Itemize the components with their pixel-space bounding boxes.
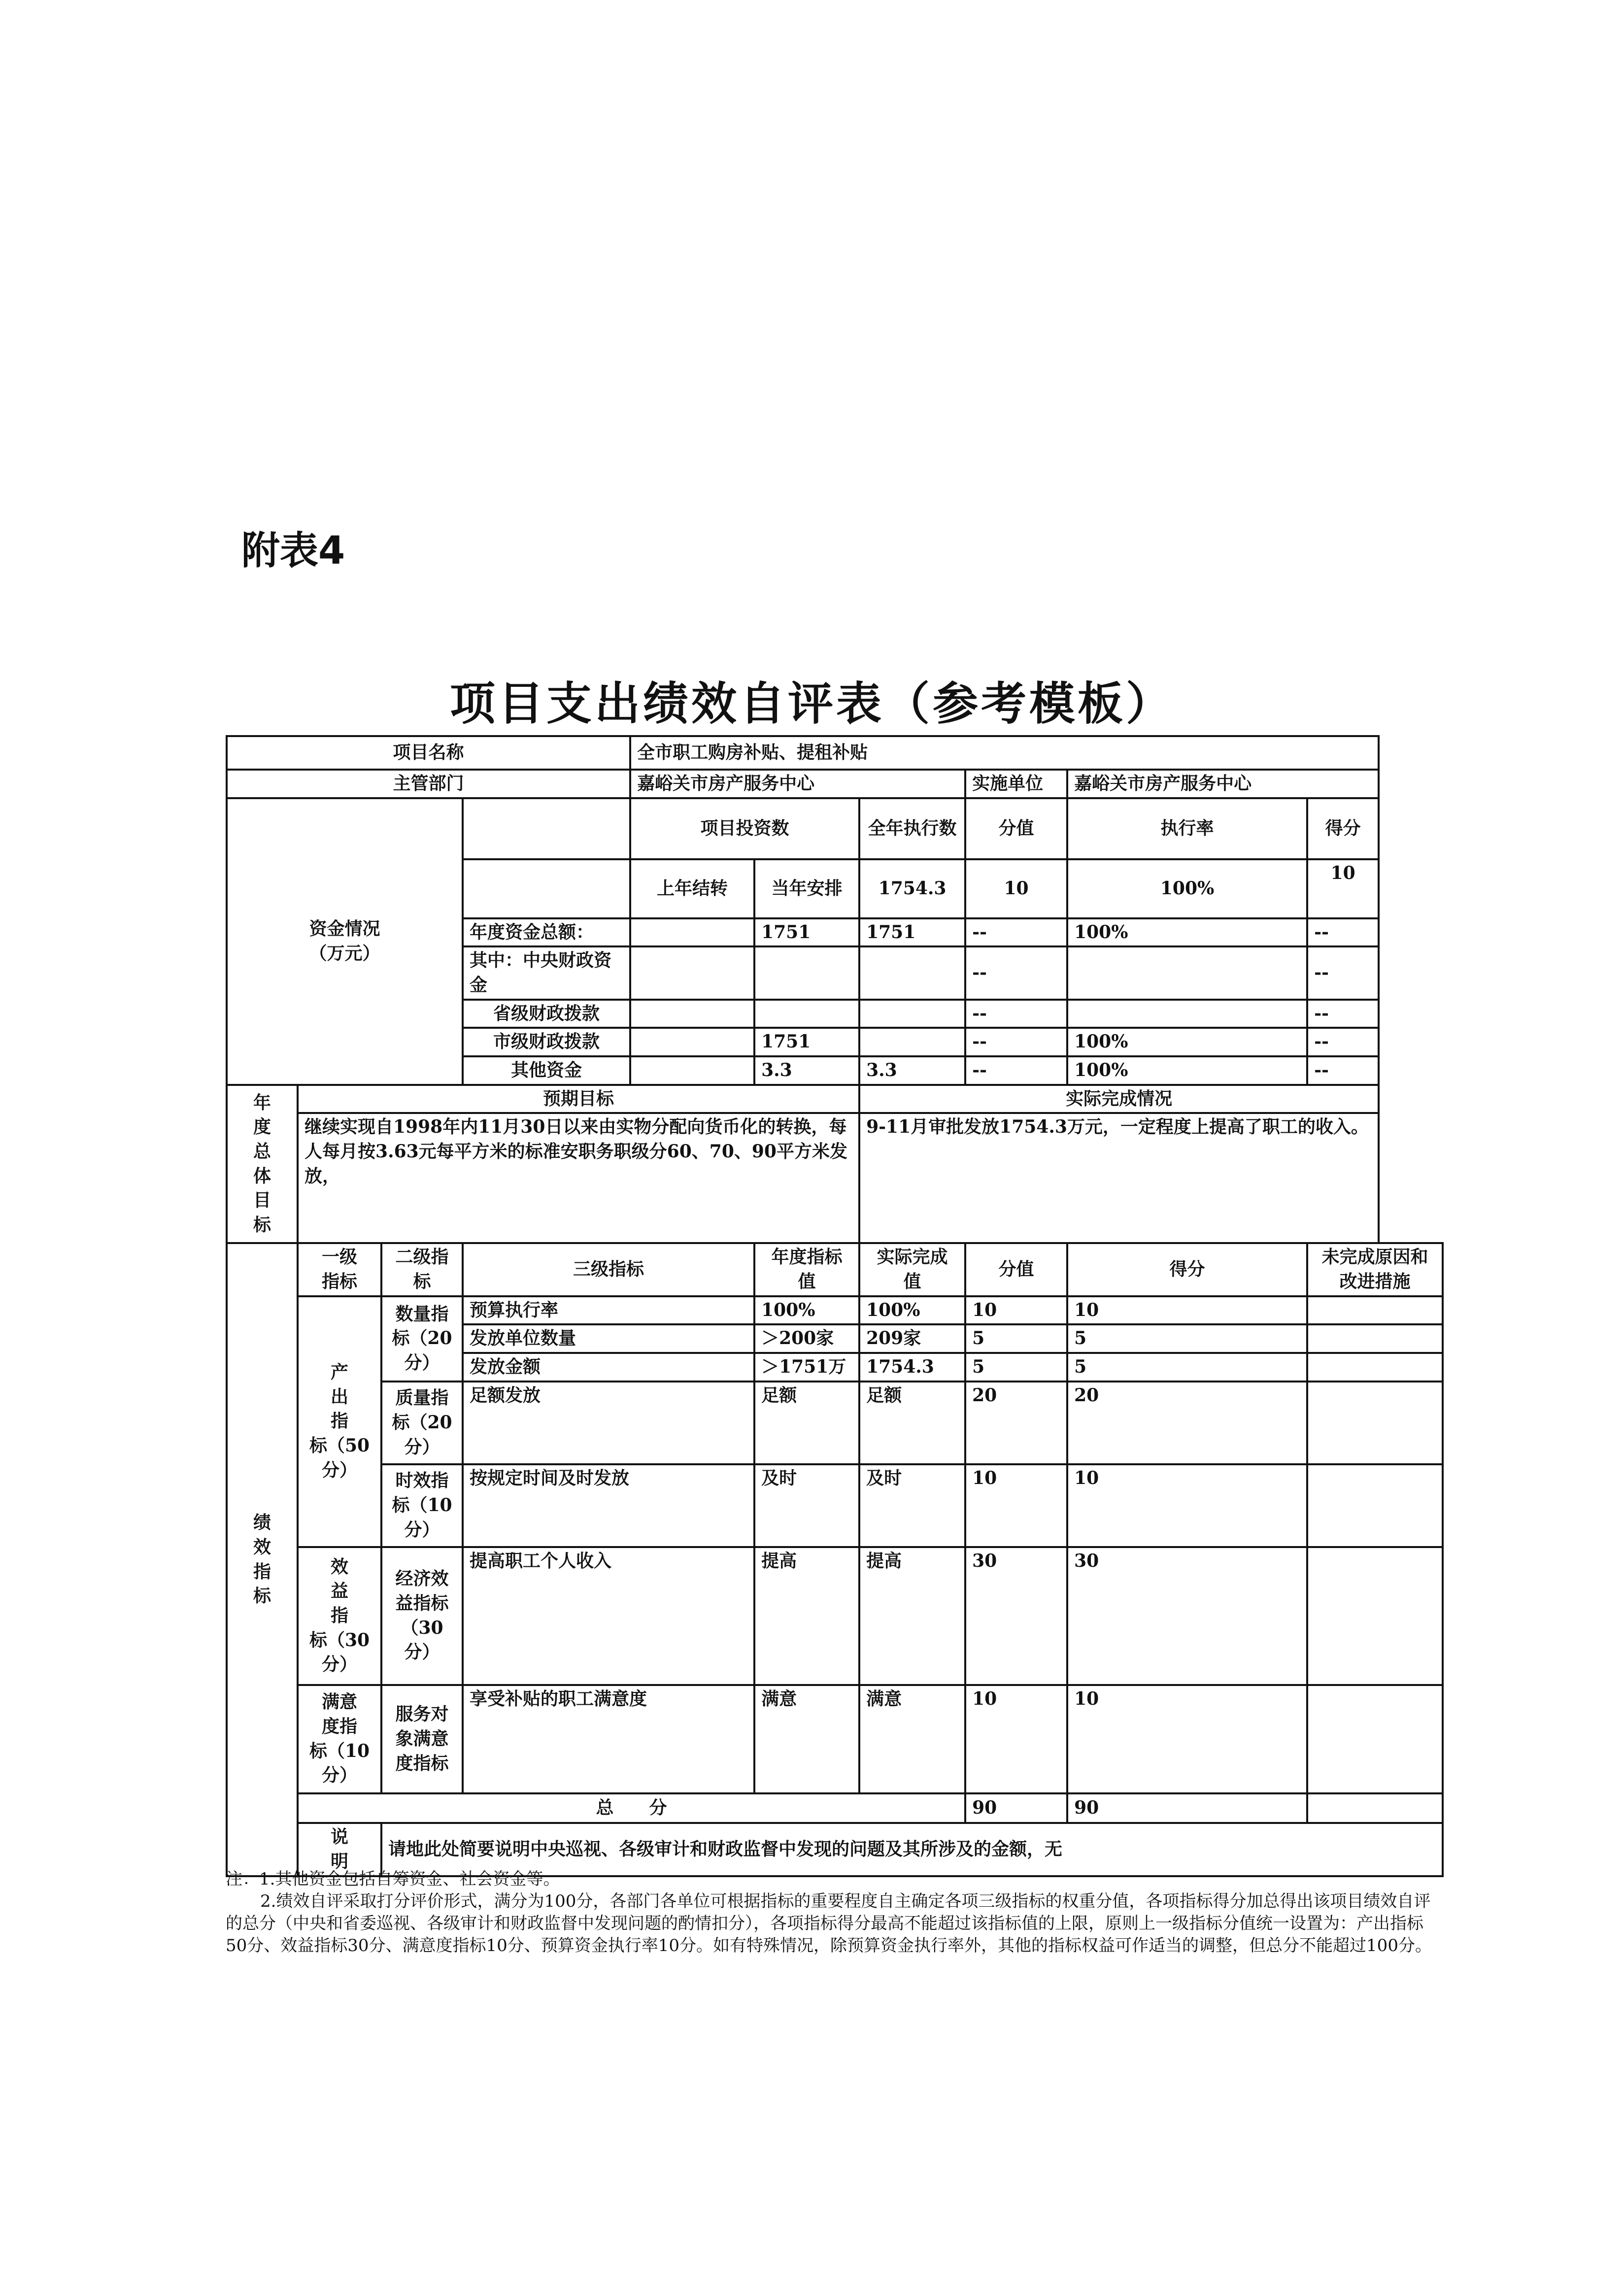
funds-summary-weight: 10 (965, 859, 1067, 918)
funds-investment-header: 项目投资数 (630, 798, 859, 859)
page-title: 项目支出绩效自评表（参考模板） (449, 677, 1174, 730)
funds-summary-rate: 100% (1067, 859, 1307, 918)
indicator-name: 提高职工个人收入 (463, 1547, 754, 1685)
footnotes (226, 1868, 1444, 1957)
total-row (227, 1793, 1443, 1823)
dept-value: 嘉峪关市房产服务中心 (630, 770, 965, 798)
funds-row-label: 其他资金 (463, 1056, 630, 1085)
annex-label: 附表4 (241, 529, 345, 573)
economic-benefit-label: 经济效 益指标 （30 分） (381, 1547, 463, 1685)
funds-row: 市级财政拨款 1751 -- 100% -- (227, 1028, 1443, 1056)
goal-label: 年 度 总 体 目 标 (227, 1085, 298, 1244)
quantity-indicator-label: 数量指 标（20 分） (381, 1296, 463, 1382)
indicator-row: 产 出 指 标（50 分） 数量指 标（20 分） 预算执行率 100% 100% 10 10 (227, 1296, 1443, 1325)
indicator-name: 预算执行率 (463, 1296, 754, 1325)
total-label: 总 分 (298, 1793, 965, 1823)
funds-rate-header: 执行率 (1067, 798, 1307, 859)
indicator-row: 满意 度指 标（10 分） 服务对 象满意 度指标 享受补贴的职工满意度 满意 满意 10 10 (227, 1685, 1443, 1793)
indicator-row: 时效指 标（10 分） 按规定时间及时发放 及时 及时 10 10 (227, 1464, 1443, 1547)
evaluation-table (226, 735, 1444, 1877)
funds-row: 省级财政拨款 -- -- (227, 1000, 1443, 1028)
score-header: 得分 (1067, 1243, 1307, 1296)
indicator-label: 绩 效 指 标 (227, 1243, 298, 1876)
footnote-2: 2.绩效自评采取打分评价形式，满分为100分，各部门各单位可根据指标的重要程度自主确定各项三级指标的权重分值，各项指标得分加总得出该项目绩效自评的总分（中央和省委巡视、各级审计和财政监督中发现问题的酌情扣分），各项指标得分最高不能超过该指标值的上限，原则上一级指标分值统一设置为：产出指标50分、效益指标30分、满意度指标10分、预算资金执行率10分。如有特殊情况，除预算资金执行率外，其他的指标权益可作适当的调整，但总分不能超过100分。 (226, 1891, 1432, 1955)
funds-summary-score: 10 (1307, 859, 1379, 918)
funds-row: 其中：中央财政资金 -- -- (227, 946, 1443, 999)
funds-row: 其他资金 3.3 3.3 -- 100% -- (227, 1056, 1443, 1085)
goal-actual-header: 实际完成情况 (859, 1085, 1379, 1113)
goal-expected-text: 继续实现自1998年内11月30日以来由实物分配向货币化的转换，每人每月按3.63元每平方米的标准安职务职级分60、70、90平方米发放， (298, 1113, 859, 1243)
remark-label: 说 明 (298, 1823, 381, 1876)
footnote-1: 注：1.其他资金包括自筹资金、社会资金等。 (226, 1869, 560, 1889)
goal-expected-header: 预期目标 (298, 1085, 859, 1113)
funds-row: 年度资金总额： 1751 1751 -- 100% -- (227, 918, 1443, 947)
reason-header: 未完成原因和改进措施 (1307, 1243, 1443, 1296)
project-name-row (227, 736, 1443, 770)
indicator-name: 发放金额 (463, 1353, 754, 1382)
remark-text: 请地此处简要说明中央巡视、各级审计和财政监督中发现的问题及其所涉及的金额，无 (381, 1823, 1443, 1876)
timeliness-indicator-label: 时效指 标（10 分） (381, 1464, 463, 1547)
funds-label: 资金情况 (309, 918, 380, 940)
indicator-name: 享受补贴的职工满意度 (463, 1685, 754, 1793)
funds-executed-header: 全年执行数 (859, 798, 965, 859)
satisfaction-indicator-label: 满意 度指 标（10 分） (298, 1685, 381, 1793)
goal-actual-text: 9-11月审批发放1754.3万元，一定程度上提高了职工的收入。 (859, 1113, 1379, 1243)
funds-weight-header: 分值 (965, 798, 1067, 859)
impl-label: 实施单位 (965, 770, 1067, 798)
weight-header: 分值 (965, 1243, 1067, 1296)
level2-header: 二级指 标 (381, 1243, 463, 1296)
funds-unit: （万元） (309, 943, 380, 964)
benefit-indicator-label: 效 益 指 标（30 分） (298, 1547, 381, 1685)
total-weight: 90 (965, 1793, 1067, 1823)
funds-score-header: 得分 (1307, 798, 1379, 859)
indicator-row: 效 益 指 标（30 分） 经济效 益指标 （30 分） 提高职工个人收入 提高 提高 30 30 (227, 1547, 1443, 1685)
funds-row-label: 省级财政拨款 (463, 1000, 630, 1028)
output-indicator-label: 产 出 指 标（50 分） (298, 1296, 381, 1547)
target-header: 年度指标 值 (754, 1243, 859, 1296)
actual-header: 实际完成 值 (859, 1243, 965, 1296)
funds-label-cell (227, 798, 463, 1085)
department-row (227, 770, 1443, 798)
funds-row-label: 年度资金总额： (463, 918, 630, 947)
level3-header: 三级指标 (463, 1243, 754, 1296)
indicator-row: 发放金额 ＞1751万 1754.3 5 5 (227, 1353, 1443, 1382)
evaluation-sheet (226, 735, 1444, 1872)
impl-value: 嘉峪关市房产服务中心 (1067, 770, 1379, 798)
indicator-header-row (227, 1243, 1443, 1296)
indicator-name: 足额发放 (463, 1382, 754, 1464)
indicator-name: 发放单位数量 (463, 1324, 754, 1353)
funds-row-label: 其中：中央财政资金 (463, 946, 630, 999)
indicator-name: 按规定时间及时发放 (463, 1464, 754, 1547)
funds-summary-executed: 1754.3 (859, 859, 965, 918)
level1-header: 一级 指标 (298, 1243, 381, 1296)
dept-label: 主管部门 (227, 770, 630, 798)
funds-last-year-header: 上年结转 (630, 859, 754, 918)
goal-header-row (227, 1085, 1443, 1113)
project-name-label: 项目名称 (227, 736, 630, 770)
funds-row-label: 市级财政拨款 (463, 1028, 630, 1056)
quality-indicator-label: 质量指 标（20 分） (381, 1382, 463, 1464)
total-score: 90 (1067, 1793, 1307, 1823)
project-name-value: 全市职工购房补贴、提租补贴 (630, 736, 1379, 770)
indicator-row: 发放单位数量 ＞200家 209家 5 5 (227, 1324, 1443, 1353)
goal-content-row (227, 1113, 1443, 1243)
service-satisfaction-label: 服务对 象满意 度指标 (381, 1685, 463, 1793)
indicator-row: 质量指 标（20 分） 足额发放 足额 足额 20 20 (227, 1382, 1443, 1464)
funds-header-row (227, 798, 1443, 859)
funds-this-year-header: 当年安排 (754, 859, 859, 918)
